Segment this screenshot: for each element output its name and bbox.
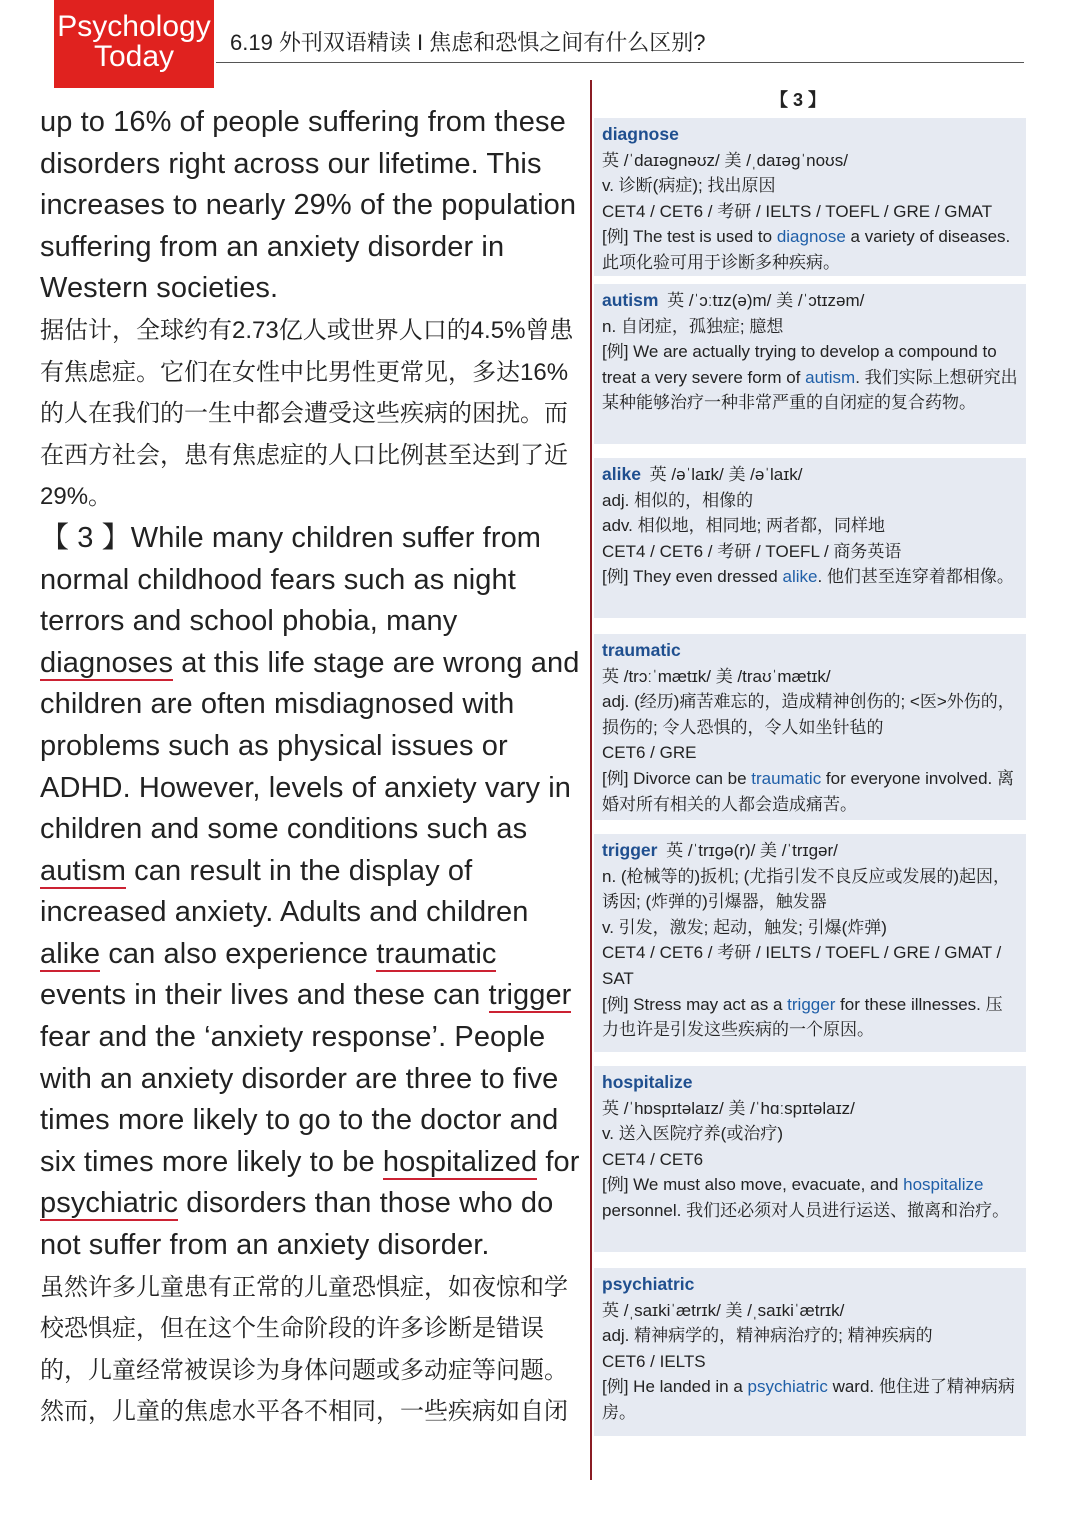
card-exams: CET6 / IELTS: [602, 1351, 706, 1371]
example-highlight: alike: [782, 567, 818, 587]
vocab-diagnoses: diagnoses: [40, 646, 174, 679]
card-pronunciation: 英 /ˈtrɪgə(r)/ 美 /ˈtrɪgər/: [666, 841, 838, 860]
logo-line-1: Psychology: [57, 10, 211, 43]
article-body: [40, 102, 585, 1433]
card-exams: CET4 / CET6: [602, 1149, 704, 1169]
card-example: [602, 339, 1018, 416]
card-head: [602, 462, 1018, 488]
example-text: [例] We are actually trying to develop a compound to treat a very severe form of: [602, 342, 997, 387]
card-definition: v. 送入医院疗养(或治疗): [602, 1124, 784, 1144]
page-title: 6.19 外刊双语精读 I 焦虑和恐惧之间有什么区别?: [230, 30, 706, 55]
text-segment: fear and the ‘anxiety response’. People with an anxiety disorder are three to five times more likely to go to the doctor and six times more likely to be: [40, 1021, 559, 1178]
card-definition: n. 自闭症，孤独症; 臆想: [602, 316, 784, 336]
vocab-psychiatric: psychiatric: [40, 1187, 179, 1220]
paragraph-2-english: up to 16% of people suffering from these disorders right across our lifetime. This increases to nearly 29% of the population suffering from an anxiety disorder in Western societies.: [40, 106, 577, 305]
card-definition: adj. 精神病学的，精神病治疗的; 精神疾病的: [602, 1326, 933, 1346]
section-number: 【 3 】: [770, 90, 827, 110]
example-text: [例] Divorce can be: [602, 768, 752, 788]
text-segment: for: [537, 1145, 580, 1178]
psychology-today-logo: [54, 0, 214, 88]
vocab-card-alike: [594, 458, 1026, 618]
card-pronunciation: 英 /ˌsaɪkiˈætrɪk/ 美 /ˌsaɪkiˈætrɪk/: [602, 1300, 845, 1320]
card-example: [602, 224, 1018, 275]
card-word: autism: [602, 290, 659, 310]
card-example: [602, 564, 1018, 590]
column-divider: [590, 80, 592, 1480]
example-text: . 我们实际上想研究出某种能够治疗一种非常严重的自闭症的复合药物。: [602, 367, 1018, 413]
vocab-traumatic: traumatic: [376, 937, 497, 970]
card-word: traumatic: [602, 640, 681, 660]
card-pronunciation: 英 /ˈɔːtɪz(ə)m/ 美 /ˈɔtɪzəm/: [667, 291, 865, 310]
text-segment: events in their lives and these can: [40, 979, 489, 1012]
example-text: ward. 他住进了精神病病房。: [602, 1377, 1015, 1422]
card-pronunciation: 英 /trɔːˈmætɪk/ 美 /traʊˈmætɪk/: [602, 666, 831, 686]
card-word: psychiatric: [602, 1274, 695, 1294]
example-text: [例] Stress may act as a: [602, 994, 788, 1014]
example-highlight: hospitalize: [903, 1175, 984, 1195]
example-text: for these illnesses. 压力也许是引发这些疾病的一个原因。: [602, 994, 1003, 1040]
text-segment: can also experience: [100, 937, 377, 970]
vocab-alike: alike: [40, 937, 101, 970]
example-text: personnel. 我们还必须对人员进行运送、撤离和治疗。: [602, 1200, 1010, 1220]
text-segment: at this life stage are wrong and children are often misdiagnosed with problems such as physical issues or ADHD. However, levels of anxiety vary in children and some conditions such as: [40, 646, 580, 846]
example-text: . 他们甚至连穿着都相像。: [817, 567, 1014, 587]
card-definition: v. 诊断(病症); 找出原因: [602, 176, 776, 196]
card-exams: CET6 / GRE: [602, 743, 697, 763]
card-word: diagnose: [602, 124, 679, 144]
example-text: a variety of diseases. 此项化验可用于诊断多种疾病。: [602, 227, 1011, 272]
card-definition-2: adv. 相似地，相同地; 两者都，同样地: [602, 516, 886, 536]
text-segment: can result in the display of increased anxiety. Adults and children: [40, 854, 529, 929]
example-highlight: psychiatric: [747, 1377, 828, 1397]
vocab-card-traumatic: [594, 634, 1026, 820]
example-text: [例] They even dressed: [602, 567, 783, 587]
card-pronunciation: 英 /ˈdaɪəgnəʊz/ 美 /ˌdaɪəgˈnoʊs/: [602, 150, 848, 170]
example-text: [例] The test is used to: [602, 227, 777, 247]
vocab-hospitalized: hospitalized: [382, 1145, 538, 1178]
card-definition: adj. (经历)痛苦难忘的，造成精神创伤的; <医>外伤的，损伤的; 令人恐惧的，令人如坐针毡的: [602, 692, 1015, 737]
example-highlight: autism: [805, 367, 856, 387]
vocab-card-trigger: [594, 834, 1026, 1052]
card-head: [602, 838, 1018, 864]
card-exams: CET4 / CET6 / 考研 / IELTS / TOEFL / GRE / GMAT / SAT: [602, 943, 1002, 988]
paragraph-2-chinese: 据估计，全球约有2.73亿人或世界人口的4.5%曾患有焦虑症。它们在女性中比男性更常见，多达16%的人在我们的一生中都会遭受这些疾病的困扰。而在西方社会，患有焦虑症的人口比例甚至达到了近29%。: [40, 316, 574, 511]
card-definition-2: v. 引发，激发; 起动，触发; 引爆(炸弹): [602, 917, 887, 937]
card-exams: CET4 / CET6 / 考研 / TOEFL / 商务英语: [602, 541, 902, 561]
example-text: [例] He landed in a: [602, 1377, 748, 1397]
example-highlight: diagnose: [776, 227, 846, 247]
vocab-card-autism: [594, 284, 1026, 444]
card-definition: adj. 相似的，相像的: [602, 490, 754, 510]
card-head: [602, 288, 1018, 314]
paragraph-3-chinese: 虽然许多儿童患有正常的儿童恐惧症，如夜惊和学校恐惧症，但在这个生命阶段的许多诊断是错误的，儿童经常被误诊为身体问题或多动症等问题。然而，儿童的焦虑水平各不相同，一些疾病如自闭: [40, 1273, 568, 1426]
card-example: [602, 766, 1018, 817]
vocab-card-psychiatric: [594, 1268, 1026, 1436]
card-exams: CET4 / CET6 / 考研 / IELTS / TOEFL / GRE / GMAT: [602, 201, 993, 221]
vocab-card-diagnose: [594, 118, 1026, 276]
vocab-trigger: trigger: [488, 979, 572, 1012]
card-word: hospitalize: [602, 1072, 693, 1092]
example-text: [例] We must also move, evacuate, and: [602, 1175, 904, 1195]
logo-line-2: Today: [93, 40, 175, 73]
card-word: alike: [602, 464, 641, 484]
card-example: [602, 1374, 1018, 1425]
card-example: [602, 992, 1018, 1043]
example-highlight: trigger: [787, 994, 836, 1014]
vocab-card-hospitalize: [594, 1066, 1026, 1252]
card-example: [602, 1172, 1018, 1223]
card-definition: n. (枪械等的)扳机; (尤指引发不良反应或发展的)起因，诱因; (炸弹的)引爆器，触发器: [602, 866, 1010, 912]
vocab-autism: autism: [40, 854, 127, 887]
header-divider: [216, 62, 1024, 63]
text-segment: 【 3 】While many children suffer from normal childhood fears such as night terrors and school phobia, many: [40, 521, 542, 638]
example-text: for everyone involved. 离婚对所有相关的人都会造成痛苦。: [602, 768, 1014, 814]
card-word: trigger: [602, 840, 658, 860]
paragraph-3-english: [40, 518, 585, 1267]
card-pronunciation: 英 /əˈlaɪk/ 美 /əˈlaɪk/: [649, 465, 803, 484]
example-highlight: traumatic: [751, 768, 822, 788]
text-segment: disorders than those who do not suffer from an anxiety disorder.: [40, 1187, 554, 1262]
card-pronunciation: 英 /ˈhɒspɪtəlaɪz/ 美 /ˈhɑːspɪtəlaɪz/: [602, 1098, 855, 1118]
